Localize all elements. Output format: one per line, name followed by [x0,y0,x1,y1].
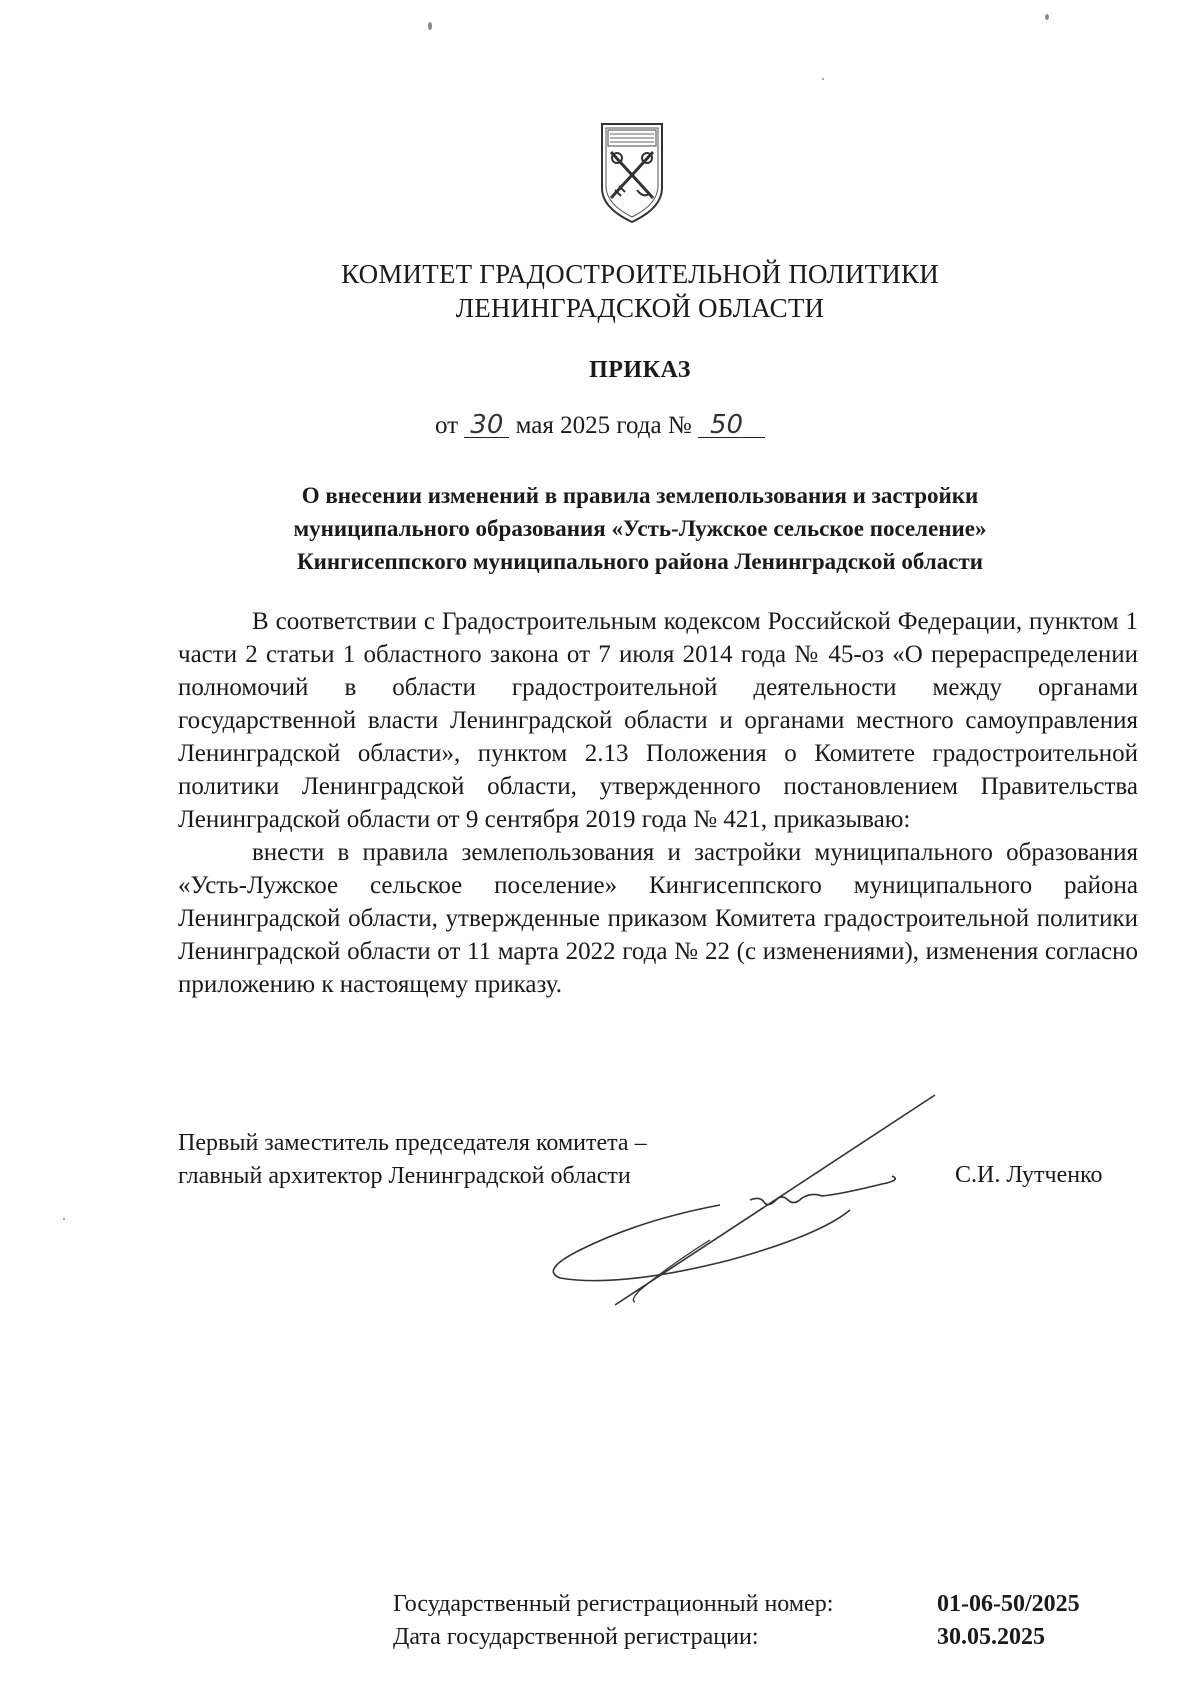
subject-line3: Кингисеппского муниципального района Ленинградской области [296,549,984,574]
registration-number-row [393,1588,1133,1621]
signer-name: С.И. Лутченко [955,1162,1103,1188]
scan-speck [822,78,824,80]
order-number-handwritten: 50 [698,413,765,438]
order-month-year: мая 2025 года № [515,412,692,439]
registration-number-label: Государственный регистрационный номер: [393,1591,834,1617]
order-day-handwritten: 30 [464,413,509,438]
body-paragraph-2: внести в правила землепользования и застройки муниципального образования «Усть-Лужское сельское поселение» Кингисеппского муниципального района Ленинградской области, утвержденные приказом Комитета градостроительной политики Ленинградской области от 11 марта 2022 года № 22 (с изменениями), изменения согласно приложению к настоящему приказу. [178,839,1138,998]
committee-name-line2: ЛЕНИНГРАДСКОЙ ОБЛАСТИ [455,293,825,323]
signer-position-line1: Первый заместитель председателя комитета – [178,1130,647,1156]
scan-speck [63,1218,65,1220]
registration-date-value: 30.05.2025 [937,1624,1045,1650]
state-registration-block [393,1588,1133,1654]
registration-date-label: Дата государственной регистрации: [393,1624,759,1650]
handwritten-signature-icon [520,1090,940,1320]
order-body [178,605,1138,1001]
subject-line1: О внесении изменений в правила землепользования и застройки [301,483,979,508]
committee-name-line1: КОМИТЕТ ГРАДОСТРОИТЕЛЬНОЙ ПОЛИТИКИ [341,259,939,289]
document-type-title: ПРИКАЗ [589,357,691,383]
body-paragraph-1: В соответствии с Градостроительным кодексом Российской Федерации, пунктом 1 части 2 статьи 1 областного закона от 7 июля 2014 года № 45-оз «О перераспределении полномочий в области градостроительной деятельности между органами государственной власти Ленинградской области и органами местного самоуправления Ленинградской области», пунктом 2.13 Положения о Комитете градостроительной политики Ленинградской области, утвержденного постановлением Правительства Ленинградской области от 9 сентября 2019 года № 421, приказываю: [178,608,1138,833]
leningrad-oblast-coat-of-arms-icon [597,118,667,228]
date-prefix: от [434,412,459,439]
order-date-line [0,412,1200,440]
registration-date-row [393,1621,1133,1654]
scan-speck [428,22,432,30]
order-subject [160,479,1120,578]
scan-speck [1045,14,1049,20]
signer-position-line2: главный архитектор Ленинградской области [178,1163,631,1189]
registration-number-value: 01-06-50/2025 [937,1591,1080,1617]
subject-line2: муниципального образования «Усть-Лужское сельское поселение» [293,516,987,541]
